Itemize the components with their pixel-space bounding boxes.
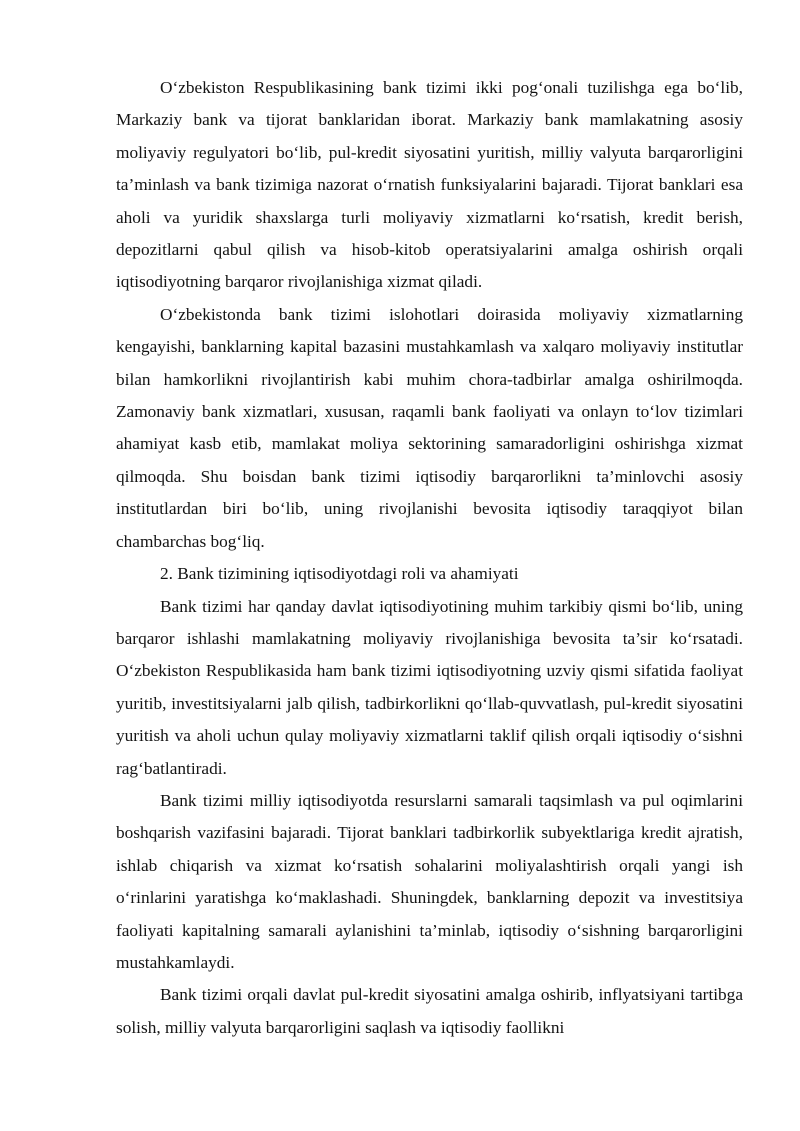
paragraph-monetary-policy: Bank tizimi orqali davlat pul-kredit siyosatini amalga oshirib, inflyatsiyani tartibga solish, milliy valyuta barqarorligini saqlash va iqtisodiy faollikni (116, 985, 743, 1037)
section-heading: 2. Bank tizimining iqtisodiyotdagi roli va ahamiyati (160, 564, 519, 584)
paragraph-banking-structure: O‘zbekiston Respublikasining bank tizimi ikki pog‘onali tuzilishga ega bo‘lib, Markaziy bank va tijorat banklaridan iborat. Markaziy bank mamlakatning asosiy moliyaviy regulyatori bo‘lib, pul-kredit siyosatini yuritish, milliy valyuta barqarorligini ta’minlash va bank tizimiga nazorat o‘rnatish funksiyalarini bajaradi. Tijorat banklari esa aholi va yuridik shaxslarga turli moliyaviy xizmatlarni ko‘rsatish, kredit berish, depozitlarni qabul qilish va hisob-kitob operatsiyalarini amalga oshirish orqali iqtisodiyotning barqaror rivojlanishiga xizmat qiladi. (116, 78, 743, 292)
paragraph-resource-allocation: Bank tizimi milliy iqtisodiyotda resurslarni samarali taqsimlash va pul oqimlarini boshqarish vazifasini bajaradi. Tijorat banklari tadbirkorlik subyektlariga kredit ajratish, ishlab chiqarish va xizmat ko‘rsatish sohalarini moliyalashtirish orqali yangi ish o‘rinlarini yaratishga ko‘maklashadi. Shuningdek, banklarning depozit va investitsiya faoliyati kapitalning samarali aylanishini ta’minlab, iqtisodiy o‘sishning barqarorligini mustahkamlaydi. (116, 790, 743, 972)
paragraph-banking-role: Bank tizimi har qanday davlat iqtisodiyotining muhim tarkibiy qismi bo‘lib, uning barqaror ishlashi mamlakatning moliyaviy rivojlanishiga bevosita ta’sir ko‘rsatadi. O‘zbekiston Respublikasida ham bank tizimi iqtisodiyotning uzviy qismi sifatida faoliyat yuritib, investitsiyalarni jalb qilish, tadbirkorlikni qo‘llab-quvvatlash, pul-kredit siyosatini yuritish va aholi uchun qulay moliyaviy xizmatlarni taklif qilish orqali iqtisodiy o‘sishni rag‘batlantiradi. (116, 596, 743, 778)
document-page (116, 72, 743, 1044)
paragraph-banking-reforms: O‘zbekistonda bank tizimi islohotlari doirasida moliyaviy xizmatlarning kengayishi, banklarning kapital bazasini mustahkamlash va xalqaro moliyaviy institutlar bilan hamkorlikni rivojlantirish kabi muhim chora-tadbirlar amalga oshirilmoqda. Zamonaviy bank xizmatlari, xususan, raqamli bank faoliyati va onlayn to‘lov tizimlari ahamiyat kasb etib, mamlakat moliya sektorining samaradorligini oshirishga xizmat qilmoqda. Shu boisdan bank tizimi iqtisodiy barqarorlikni ta’minlovchi asosiy institutlardan biri bo‘lib, uning rivojlanishi bevosita iqtisodiy taraqqiyot bilan chambarchas bog‘liq. (116, 304, 743, 551)
